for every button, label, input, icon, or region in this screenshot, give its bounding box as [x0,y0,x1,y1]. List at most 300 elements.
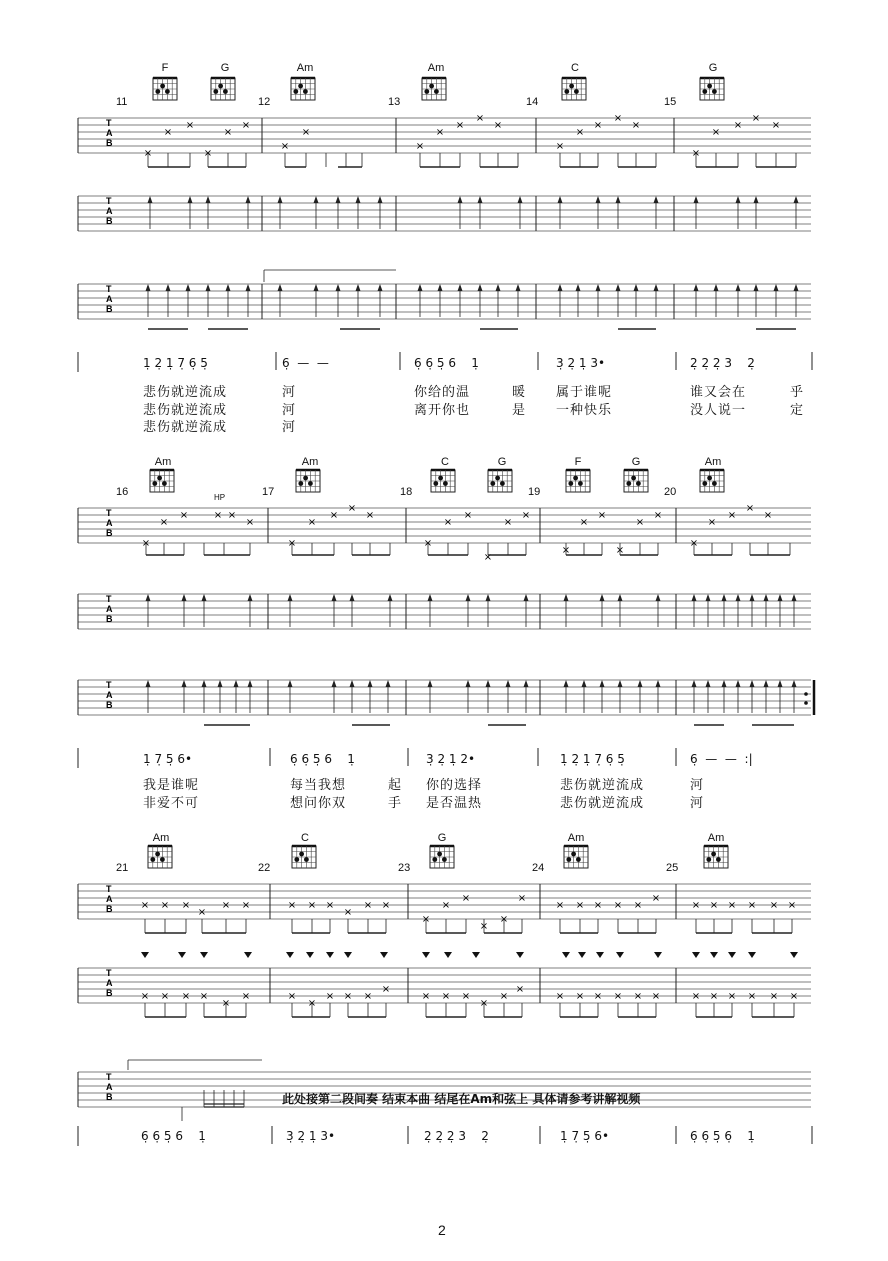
lyric: 河 [282,403,297,418]
chord-dot [165,89,170,94]
chord-dot [155,89,160,94]
strum-arrow [778,594,783,601]
strum-arrow [202,594,207,601]
bass-marker [748,952,756,958]
x-notehead: × [423,538,433,549]
x-notehead: × [503,517,513,528]
lyric: 手 [388,796,403,811]
lyric: 你给的温 [414,385,471,400]
x-notehead: × [415,141,425,152]
chord-dot [438,476,443,481]
bar-number: 23 [398,862,411,874]
bar-number: 24 [532,862,545,874]
x-notehead: × [727,900,737,911]
chord-dot [495,476,500,481]
strum-arrow [278,284,283,291]
strum-arrow [206,284,211,291]
chord-dot [631,476,636,481]
jianpu-bar: 1̣ 2̣ 1̣ 7̣ 6̣ 5̣ [560,752,625,766]
lyric: 起 [388,778,403,793]
x-notehead: × [301,127,311,138]
x-notehead: × [631,120,641,131]
chord-dot [568,481,573,486]
strum-arrow [466,594,471,601]
x-notehead: × [691,148,701,159]
chord-dot [429,84,434,89]
strum-arrow [386,680,391,687]
strum-arrow [356,196,361,203]
strum-arrow [218,680,223,687]
strum-arrow [582,680,587,687]
strum-arrow [234,680,239,687]
strum-arrow [226,284,231,291]
strum-arrow [202,680,207,687]
strum-arrow [722,594,727,601]
strum-arrow [246,196,251,203]
chord-dot [578,481,583,486]
tab-clef-letter: T [106,1072,112,1082]
strum-arrow [656,594,661,601]
bass-marker [692,952,700,958]
strum-arrow [778,680,783,687]
bass-marker [306,952,314,958]
strum-arrow [278,196,283,203]
strum-arrow [332,680,337,687]
chord-dot [500,481,505,486]
strum-arrow [524,680,529,687]
x-notehead: × [515,984,525,995]
tab-clef-letter: B [106,1092,113,1102]
x-notehead: × [287,900,297,911]
tab-clef-letter: T [106,968,112,978]
lyric: 悲伤就逆流成 [560,778,645,793]
tab-clef-letter: A [106,978,113,988]
x-notehead: × [769,991,779,1002]
lyric: 河 [690,778,705,793]
strum-arrow [692,680,697,687]
tab-clef-letter: T [106,680,112,690]
strum-arrow [336,196,341,203]
bar-number: 19 [528,486,541,498]
x-notehead: × [160,991,170,1002]
strum-arrow [754,284,759,291]
chord-dot [160,84,165,89]
chord-dot [571,852,576,857]
chord-name: G [708,62,718,74]
chord-name: Am [427,62,445,74]
jianpu-bar: 6̣ 6̣ 5̣ 6 1̣ [141,1129,206,1143]
x-notehead: × [633,900,643,911]
x-notehead: × [561,545,571,556]
chord-dot [707,84,712,89]
x-notehead: × [633,991,643,1002]
jianpu-bar: 1̣ 2̣ 1̣ 7̣ 6̣ 5̣ [143,356,208,370]
strum-arrow [332,594,337,601]
x-notehead: × [555,991,565,1002]
strum-arrow [356,284,361,291]
tab-clef-letter: T [106,594,112,604]
x-notehead: × [493,120,503,131]
x-notehead: × [483,552,493,563]
bar-number: 20 [664,486,677,498]
bar-number: 22 [258,862,271,874]
jianpu-bar: 1̣ 7̣ 5̣ 6• [143,752,193,766]
lyric: 想问你双 [290,796,347,811]
x-notehead: × [181,900,191,911]
jianpu-bar: 6̣ 6̣ 5̣ 6 1̣ [290,752,355,766]
bar-number: 18 [400,486,413,498]
chord-name: F [161,62,169,74]
strum-arrow [600,680,605,687]
x-notehead: × [381,984,391,995]
strum-arrow [596,196,601,203]
x-notehead: × [769,900,779,911]
strum-arrow [458,284,463,291]
lyric: 悲伤就逆流成 [143,385,228,400]
chord-dot [707,476,712,481]
x-notehead: × [363,900,373,911]
x-notehead: × [141,538,151,549]
x-notehead: × [499,991,509,1002]
strum-arrow [388,594,393,601]
jianpu-bar: 3̣ 2̣ 1̣ 3• [556,356,606,370]
x-notehead: × [479,998,489,1009]
strum-arrow [478,196,483,203]
x-notehead: × [635,517,645,528]
lyric: 河 [282,420,297,435]
x-notehead: × [709,900,719,911]
chord-dot [437,852,442,857]
jianpu-bar: 6̣ 6̣ 5̣ 6̣ 1̣ [690,1129,755,1143]
x-notehead: × [280,141,290,152]
tab-clef-letter: B [106,988,113,998]
lyric: 乎 [790,385,805,400]
x-notehead: × [479,921,489,932]
tab-clef-letter: B [106,528,113,538]
strum-arrow [496,284,501,291]
strum-arrow [466,680,471,687]
bass-marker [244,952,252,958]
strum-arrow [206,196,211,203]
x-notehead: × [199,991,209,1002]
strum-arrow [486,680,491,687]
lyric: 每当我想 [290,778,347,793]
chord-dot [573,476,578,481]
x-notehead: × [435,127,445,138]
strum-arrow [518,196,523,203]
bass-marker [141,952,149,958]
strum-arrow [794,196,799,203]
jianpu-bar: 6̣ 6̣ 5̣ 6 1̣ [414,356,479,370]
lyric: 你的选择 [426,778,483,793]
strum-arrow [750,594,755,601]
strum-arrow [186,284,191,291]
chord-dot [223,89,228,94]
chord-name: Am [154,456,172,468]
tab-clef-letter: T [106,118,112,128]
chord-dot [157,476,162,481]
x-notehead: × [381,900,391,911]
strum-arrow [706,594,711,601]
x-notehead: × [140,900,150,911]
tab-clef-letter: T [106,284,112,294]
chord-dot [716,857,721,862]
lyric: 河 [282,385,297,400]
strum-arrow [524,594,529,601]
bass-marker [616,952,624,958]
tab-clef-letter: A [106,128,113,138]
x-notehead: × [363,991,373,1002]
x-notehead: × [751,113,761,124]
x-notehead: × [747,900,757,911]
chord-name: C [301,832,309,844]
strum-arrow [336,284,341,291]
x-notehead: × [651,991,661,1002]
bass-marker [472,952,480,958]
chord-name: G [497,456,507,468]
strum-arrow [486,594,491,601]
bass-marker [710,952,718,958]
strum-arrow [616,284,621,291]
x-notehead: × [709,991,719,1002]
chord-dot [712,89,717,94]
x-notehead: × [347,503,357,514]
x-notehead: × [307,517,317,528]
x-notehead: × [223,127,233,138]
page-number: 2 [438,1222,446,1238]
chord-dot [706,857,711,862]
x-notehead: × [615,545,625,556]
x-notehead: × [461,991,471,1002]
strum-arrow [478,284,483,291]
x-notehead: × [325,991,335,1002]
tab-clef-letter: B [106,904,113,914]
lyric: 悲伤就逆流成 [143,420,228,435]
jianpu-bar: 2̣ 2̣ 2̣ 3 2̣ [690,356,755,370]
x-notehead: × [689,538,699,549]
strum-arrow [618,594,623,601]
strum-arrow [246,284,251,291]
x-notehead: × [691,900,701,911]
x-notehead: × [343,991,353,1002]
bar-number: 13 [388,96,401,108]
tab-clef-letter: B [106,614,113,624]
strum-arrow [558,284,563,291]
bass-marker [444,952,452,958]
x-notehead: × [221,900,231,911]
lyric: 悲伤就逆流成 [143,403,228,418]
x-notehead: × [789,991,799,1002]
strum-arrow [576,284,581,291]
strum-arrow [248,594,253,601]
chord-dot [576,857,581,862]
strum-arrow [288,594,293,601]
chord-dot [303,476,308,481]
x-notehead: × [517,893,527,904]
chord-name: Am [707,832,725,844]
chord-dot [424,89,429,94]
chord-dot [574,89,579,94]
strum-arrow [736,196,741,203]
strum-arrow [506,680,511,687]
x-notehead: × [575,900,585,911]
strum-arrow [794,284,799,291]
chord-name: Am [296,62,314,74]
x-notehead: × [613,113,623,124]
strum-arrow [516,284,521,291]
jianpu-bar: 3̣ 2̣ 1̣ 3• [286,1129,336,1143]
bar-number: 12 [258,96,271,108]
chord-dot [626,481,631,486]
x-notehead: × [197,907,207,918]
bar-number: 25 [666,862,679,874]
strum-arrow [288,680,293,687]
strum-arrow [694,196,699,203]
strum-arrow [638,680,643,687]
tab-clef-letter: T [106,508,112,518]
bass-marker [200,952,208,958]
x-notehead: × [163,127,173,138]
tab-clef-letter: A [106,518,113,528]
x-notehead: × [245,517,255,528]
strum-arrow [694,284,699,291]
lyric: 谁又会在 [690,385,747,400]
x-notehead: × [455,120,465,131]
chord-name: G [437,832,447,844]
x-notehead: × [555,900,565,911]
strum-arrow [314,284,319,291]
strum-arrow [188,196,193,203]
chord-dot [490,481,495,486]
chord-dot [150,857,155,862]
x-notehead: × [579,517,589,528]
lyric: 非爱不可 [143,796,200,811]
x-notehead: × [287,991,297,1002]
chord-name: F [574,456,582,468]
tab-clef-letter: A [106,604,113,614]
chord-dot [566,857,571,862]
x-notehead: × [651,893,661,904]
chord-dot [702,89,707,94]
strum-arrow [654,284,659,291]
lyric: 是否温热 [426,796,483,811]
lyric: 离开你也 [414,403,471,418]
lyric: 暖 [512,385,527,400]
x-notehead: × [287,538,297,549]
bar-number: 14 [526,96,539,108]
strum-arrow [314,196,319,203]
chord-name: Am [152,832,170,844]
x-notehead: × [691,991,701,1002]
chord-dot [152,481,157,486]
chord-dot [160,857,165,862]
chord-dot [304,857,309,862]
x-notehead: × [213,510,223,521]
strum-arrow [146,680,151,687]
chord-dot [299,852,304,857]
lyric: 一种快乐 [556,403,613,418]
x-notehead: × [140,991,150,1002]
x-notehead: × [329,510,339,521]
tab-clef-letter: B [106,138,113,148]
chord-dot [443,481,448,486]
bar-number: 16 [116,486,129,498]
bar-number: 11 [116,96,128,108]
chord-dot [218,84,223,89]
x-notehead: × [597,510,607,521]
chord-dot [308,481,313,486]
lyric: 没人说一 [690,403,747,418]
lyric: 我是谁呢 [143,778,200,793]
bass-marker [422,952,430,958]
strum-arrow [754,196,759,203]
x-notehead: × [160,900,170,911]
lyric: 是 [512,403,527,418]
x-notehead: × [727,991,737,1002]
chord-dot [162,481,167,486]
bar-number: 15 [664,96,677,108]
strum-arrow [774,284,779,291]
chord-dot [569,84,574,89]
strum-arrow [706,680,711,687]
x-notehead: × [521,510,531,521]
strum-arrow [600,594,605,601]
strum-arrow [764,680,769,687]
strum-arrow [736,284,741,291]
lyric: 悲伤就逆流成 [560,796,645,811]
x-notehead: × [421,914,431,925]
tab-clef-letter: T [106,196,112,206]
x-notehead: × [733,120,743,131]
x-notehead: × [441,991,451,1002]
strum-arrow [418,284,423,291]
x-notehead: × [461,893,471,904]
x-notehead: × [307,998,317,1009]
tab-clef-letter: A [106,206,113,216]
strum-arrow [558,196,563,203]
strum-arrow [428,680,433,687]
strum-arrow [428,594,433,601]
x-notehead: × [593,900,603,911]
tab-clef-letter: A [106,294,113,304]
x-notehead: × [179,510,189,521]
chord-dot [702,481,707,486]
bar-number: 21 [116,862,129,874]
chord-dot [213,89,218,94]
jianpu-bar: 2̣ 2̣ 2̣ 3 2̣ [424,1129,489,1143]
strum-arrow [616,196,621,203]
x-notehead: × [365,510,375,521]
strum-arrow [166,284,171,291]
strum-arrow [564,594,569,601]
repeat-dot [804,701,808,705]
x-notehead: × [203,148,213,159]
strum-arrow [596,284,601,291]
tab-clef-letter: T [106,884,112,894]
jianpu-bar: 6̣ — — :| [690,752,753,766]
chord-dot [298,84,303,89]
x-notehead: × [221,998,231,1009]
x-notehead: × [441,900,451,911]
chord-dot [155,852,160,857]
strum-arrow [736,680,741,687]
x-notehead: × [181,991,191,1002]
lyric: 河 [690,796,705,811]
x-notehead: × [747,991,757,1002]
x-notehead: × [227,510,237,521]
lyric: 属于谁呢 [556,385,613,400]
strum-arrow [350,594,355,601]
